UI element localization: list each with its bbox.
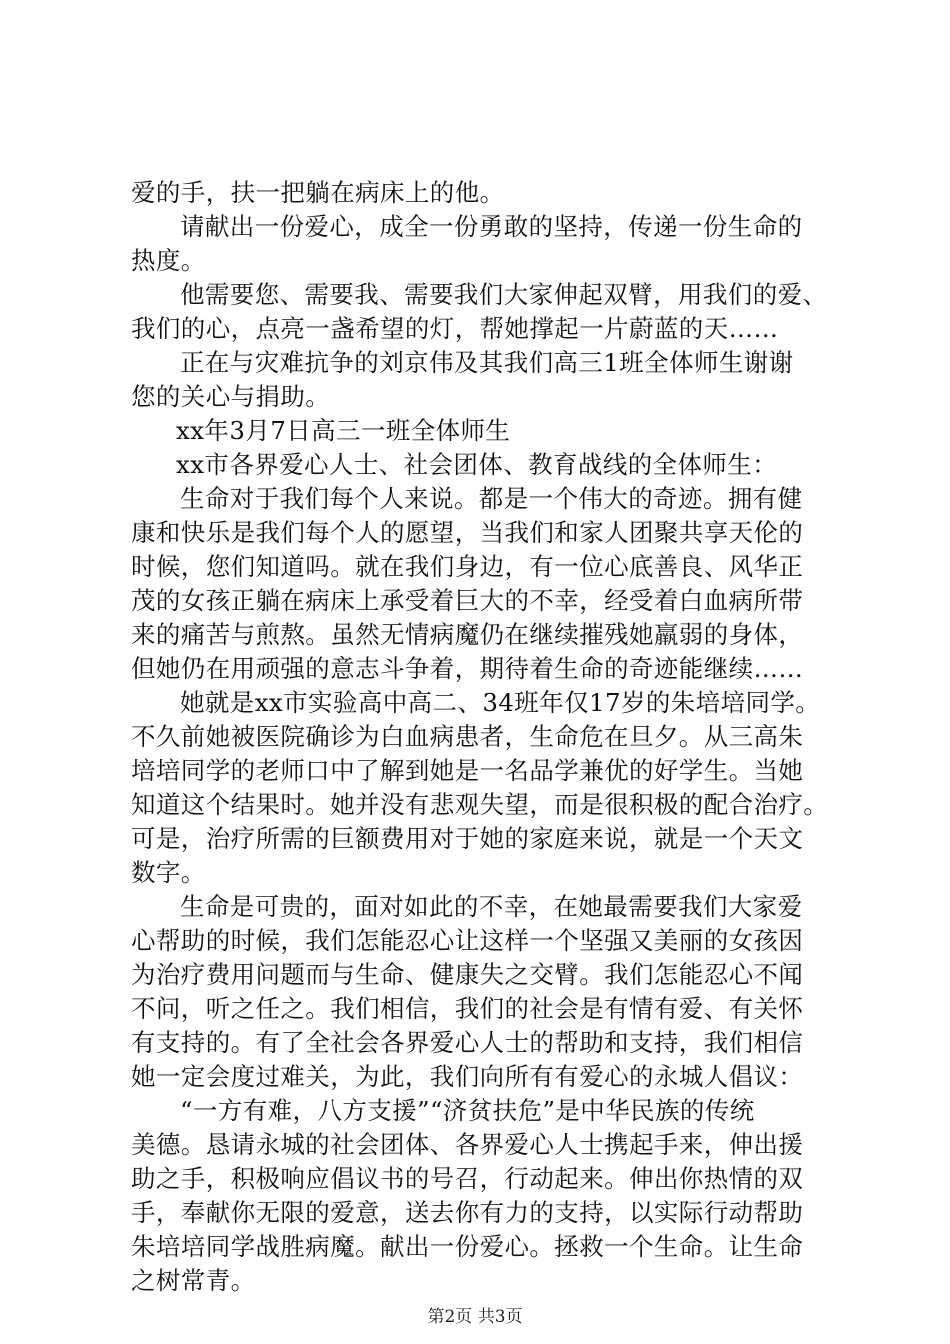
text-line: 康和快乐是我们每个人的愿望，当我们和家人团聚共享天伦的 — [131, 518, 804, 547]
page-footer: 第2页 共3页 — [427, 1307, 523, 1327]
text-line: “一方有难，八方支援”“济贫扶危”是中华民族的传统 — [180, 1096, 755, 1125]
text-line: 请献出一份爱心，成全一份勇敢的坚持，传递一份生命的 — [180, 212, 803, 241]
text-line: 数字。 — [131, 858, 206, 887]
text-line: 来的痛苦与煎熬。虽然无情病魔仍在继续摧残她羸弱的身体， — [131, 620, 804, 649]
text-line: 培培同学的老师口中了解到她是一名品学兼优的好学生。当她 — [131, 756, 804, 785]
text-line: 时候，您们知道吗。就在我们身边，有一位心底善良、风华正 — [131, 552, 804, 581]
text-line: 朱培培同学战胜病魔。献出一份爱心。拯救一个生命。让生命 — [131, 1232, 804, 1261]
text-line: 为治疗费用问题而与生命、健康失之交臂。我们怎能忍心不闻 — [131, 960, 804, 989]
text-line: 他需要您、需要我、需要我们大家伸起双臂，用我们的爱、 — [180, 280, 828, 309]
text-line: 生命对于我们每个人来说。都是一个伟大的奇迹。拥有健 — [180, 484, 803, 513]
text-line: 生命是可贵的，面对如此的不幸，在她最需要我们大家爱 — [180, 892, 803, 921]
text-line: 手，奉献你无限的爱意，送去你有力的支持，以实际行动帮助 — [131, 1198, 804, 1227]
text-line: 美德。恳请永城的社会团体、各界爱心人士携起手来，伸出援 — [131, 1130, 804, 1159]
text-line: 不问，听之任之。我们相信，我们的社会是有情有爱、有关怀 — [131, 994, 804, 1023]
text-line: 之树常青。 — [131, 1266, 256, 1295]
text-line: 她就是xx市实验高中高二、34班年仅17岁的朱培培同学。 — [180, 688, 821, 717]
text-line: 她一定会度过难关，为此，我们向所有有爱心的永城人倡议： — [131, 1062, 804, 1091]
date-signature-line: xx年3月7日高三一班全体师生 — [176, 416, 511, 445]
text-line: 爱的手，扶一把躺在病床上的他。 — [131, 178, 505, 207]
text-line: 不久前她被医院确诊为白血病患者，生命危在旦夕。从三高朱 — [131, 722, 804, 751]
text-line: 可是，治疗所需的巨额费用对于她的家庭来说，就是一个天文 — [131, 824, 804, 853]
text-line: 心帮助的时候，我们怎能忍心让这样一个坚强又美丽的女孩因 — [131, 926, 804, 955]
text-line: 您的关心与捐助。 — [131, 382, 331, 411]
text-line: 热度。 — [131, 246, 206, 275]
text-line: 但她仍在用顽强的意志斗争着，期待着生命的奇迹能继续…… — [131, 654, 804, 683]
text-line: 我们的心，点亮一盏希望的灯，帮她撑起一片蔚蓝的天…… — [131, 314, 779, 343]
text-line: 正在与灾难抗争的刘京伟及其我们高三1班全体师生谢谢 — [180, 348, 794, 377]
text-line: 有支持的。有了全社会各界爱心人士的帮助和支持，我们相信 — [131, 1028, 804, 1057]
salutation-line: xx市各界爱心人士、社会团体、教育战线的全体师生： — [176, 450, 778, 479]
text-line: 助之手，积极响应倡议书的号召，行动起来。伸出你热情的双 — [131, 1164, 804, 1193]
text-line: 茂的女孩正躺在病床上承受着巨大的不幸，经受着白血病所带 — [131, 586, 804, 615]
text-line: 知道这个结果时。她并没有悲观失望，而是很积极的配合治疗。 — [131, 790, 829, 819]
